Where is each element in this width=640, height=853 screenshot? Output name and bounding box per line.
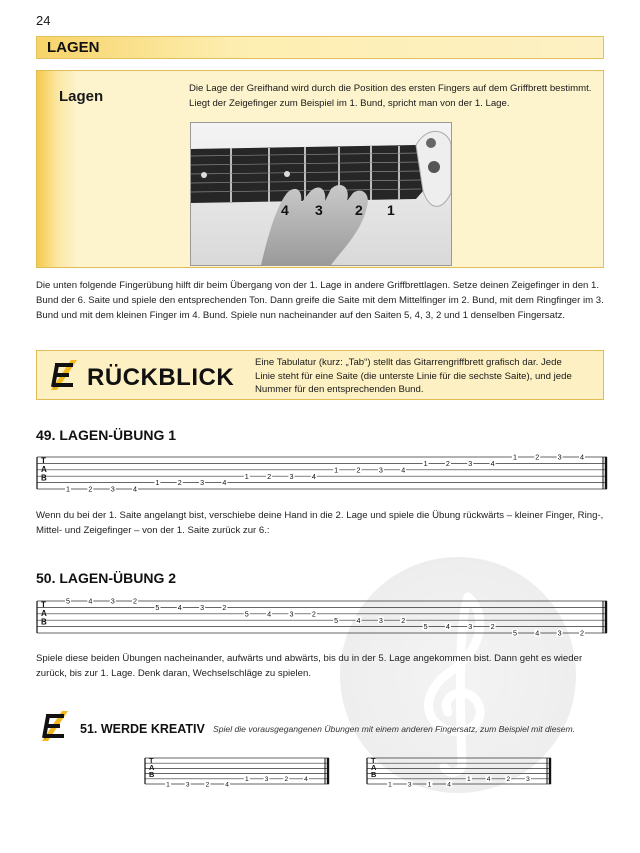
tab-clef-letter: A [41, 465, 47, 475]
tab-fret-number: 2 [311, 609, 316, 619]
page-number: 24 [36, 13, 51, 28]
rueckblick-text: Eine Tabulatur (kurz: „Tab“) stellt das Gitarrengriffbrett grafisch dar. Jede Linie steht für eine Saite (die unterste Linie für die sechste Saite), und jede Nummer für den entsprechenden Bund. [255, 357, 572, 395]
tab-fret-number: 3 [289, 609, 294, 619]
tab-fret-number: 4 [177, 602, 182, 612]
tab-fret-number: 5 [334, 615, 339, 625]
end-paragraph: Spiele diese beiden Übungen nacheinander, aufwärts und abwärts, bis du in der 5. Lage angekommen bist. Dann geht es wieder zurück, bis zur 1. Lage. Denk daran, Wechselschläge zu spielen. [36, 653, 583, 679]
section-header-band [36, 36, 604, 59]
tab-fret-number: 3 [185, 781, 190, 788]
exercise-50-tab [36, 596, 608, 640]
tab-clef-letter: T [41, 456, 46, 466]
tab-fret-number: 3 [468, 458, 473, 468]
fretboard-illustration [191, 123, 451, 265]
tab-clef-letter: A [371, 763, 377, 773]
tab-fret-number: 1 [245, 776, 249, 784]
tab-fret-number: 1 [427, 781, 432, 788]
finger-label-1: 1 [387, 202, 395, 218]
exercise-51-note: Spiel die vorausgegangenen Übungen mit einem anderen Fingersatz, zum Beispiel mit diesem. [213, 724, 576, 734]
tab-fret-number: 3 [557, 628, 562, 638]
rueckblick-title: RÜCKBLICK [87, 364, 235, 391]
tab-fret-number: 5 [155, 602, 160, 612]
tab-fret-number: 2 [222, 602, 227, 612]
tab-clef-letter: B [41, 473, 47, 483]
tab-fret-number: 3 [200, 602, 205, 612]
tab-fret-number: 4 [535, 628, 540, 638]
tab-fret-number: 4 [356, 615, 361, 625]
exercise-51-tab-b [366, 754, 552, 788]
lagen-info-box [36, 70, 604, 268]
rueckblick-logo-icon [47, 357, 81, 393]
tab-fret-number: 1 [244, 471, 249, 481]
tab-fret-number: 4 [304, 776, 308, 784]
tab-fret-number: 2 [580, 628, 584, 638]
tab-fret-number: 3 [110, 596, 115, 606]
tab-clef-letter: A [41, 609, 47, 619]
tab-clef-letter: T [149, 756, 154, 766]
tab-fret-number: 5 [66, 596, 70, 606]
tab-fret-number: 4 [311, 471, 316, 481]
tab-fret-number: 4 [401, 465, 406, 475]
tab-fret-number: 1 [66, 484, 70, 494]
tab-fret-number: 5 [512, 628, 517, 638]
tab-fret-number: 2 [133, 596, 138, 606]
tab-fret-number: 1 [423, 458, 428, 468]
exercise-51-title: 51. WERDE KREATIV [80, 722, 205, 736]
tab-fret-number: 2 [535, 452, 540, 462]
tab-fret-number: 4 [133, 484, 138, 494]
tab-fret-number: 2 [284, 776, 289, 784]
tab-fret-number: 1 [467, 776, 471, 784]
fretboard-hand-photo [190, 122, 452, 266]
lagen-box-title: Lagen [59, 88, 104, 105]
finger-label-2: 2 [355, 202, 363, 218]
tab-fret-number: 1 [388, 781, 392, 788]
tab-fret-number: 2 [490, 622, 495, 632]
exercise-49-title: 49. LAGEN-ÜBUNG 1 [36, 427, 177, 443]
tab-fret-number: 3 [264, 776, 269, 784]
tab-clef-letter: T [41, 600, 46, 610]
tab-fret-number: 3 [468, 622, 473, 632]
tab-fret-number: 2 [177, 478, 182, 488]
intro-paragraph: Die unten folgende Fingerübung hilft dir beim Übergang von der 1. Lage in andere Griffbrettlagen. Setze deinen Zeigefinger in den 1. Bund der 6. Saite und spiele den entsprechenden Ton. Dann greife die Saite mit dem Mittelfinger im 2. Bund, mit dem Ringfinger im 3. Bund und mit dem kleinen Finger im 4. Bund. Spiele nun nacheinander auf den Saiten 5, 4, 3, 2 und 1 denselben Fingersatz. [36, 280, 604, 321]
tab-fret-number: 4 [490, 458, 495, 468]
tab-fret-number: 5 [423, 622, 428, 632]
tab-fret-number: 2 [267, 471, 272, 481]
exercise-49-tab [36, 452, 608, 496]
tab-fret-number: 1 [155, 478, 160, 488]
lagen-box-text: Die Lage der Greifhand wird durch die Position des ersten Fingers auf dem Griffbrett bestimmt. Liegt der Zeigefinger zum Beispiel im 1. Bund, spricht man von der 1. Lage. [189, 83, 592, 109]
tab-clef-letter: A [149, 763, 155, 773]
tab-fret-number: 3 [557, 452, 562, 462]
tab-fret-number: 4 [225, 781, 229, 788]
tab-fret-number: 3 [289, 471, 294, 481]
tab-fret-number: 3 [378, 465, 383, 475]
tab-fret-number: 3 [407, 781, 412, 788]
tab-fret-number: 4 [88, 596, 93, 606]
tab-fret-number: 4 [222, 478, 227, 488]
tab-fret-number: 4 [486, 776, 491, 784]
tab-fret-number: 3 [110, 484, 115, 494]
tab-fret-number: 2 [401, 615, 406, 625]
tab-clef-letter: B [149, 770, 155, 780]
finger-label-3: 3 [315, 202, 323, 218]
rueckblick-box [36, 350, 604, 400]
tab-fret-number: 1 [334, 465, 339, 475]
finger-label-4: 4 [281, 202, 289, 218]
tab-fret-number: 3 [526, 776, 530, 784]
tab-fret-number: 3 [378, 615, 383, 625]
tab-fret-number: 4 [447, 781, 451, 788]
section-title: LAGEN [47, 39, 100, 56]
exercise-50-title: 50. LAGEN-ÜBUNG 2 [36, 570, 177, 586]
tab-clef-letter: B [41, 617, 47, 627]
exercise-51-tab-a [144, 754, 330, 788]
tab-fret-number: 2 [506, 776, 511, 784]
tab-fret-number: 5 [244, 609, 249, 619]
middle-paragraph: Wenn du bei der 1. Saite angelangt bist, verschiebe deine Hand in die 2. Lage und spiele die Übung rückwärts – kleiner Finger, Ring-, Mittel- und Zeigefinger – von der 1. Saite zurück zur 6.: [36, 510, 604, 536]
tab-fret-number: 2 [205, 781, 210, 788]
werde-kreativ-logo-icon [38, 708, 72, 744]
tab-fret-number: 3 [200, 478, 205, 488]
tab-fret-number: 4 [445, 622, 450, 632]
tab-fret-number: 2 [356, 465, 361, 475]
tab-fret-number: 1 [166, 781, 170, 788]
tab-clef-letter: T [371, 756, 376, 766]
tab-clef-letter: B [371, 770, 377, 780]
tab-fret-number: 2 [445, 458, 450, 468]
tab-fret-number: 1 [512, 452, 517, 462]
tab-fret-number: 4 [580, 452, 584, 462]
tab-fret-number: 4 [267, 609, 272, 619]
tab-fret-number: 2 [88, 484, 93, 494]
